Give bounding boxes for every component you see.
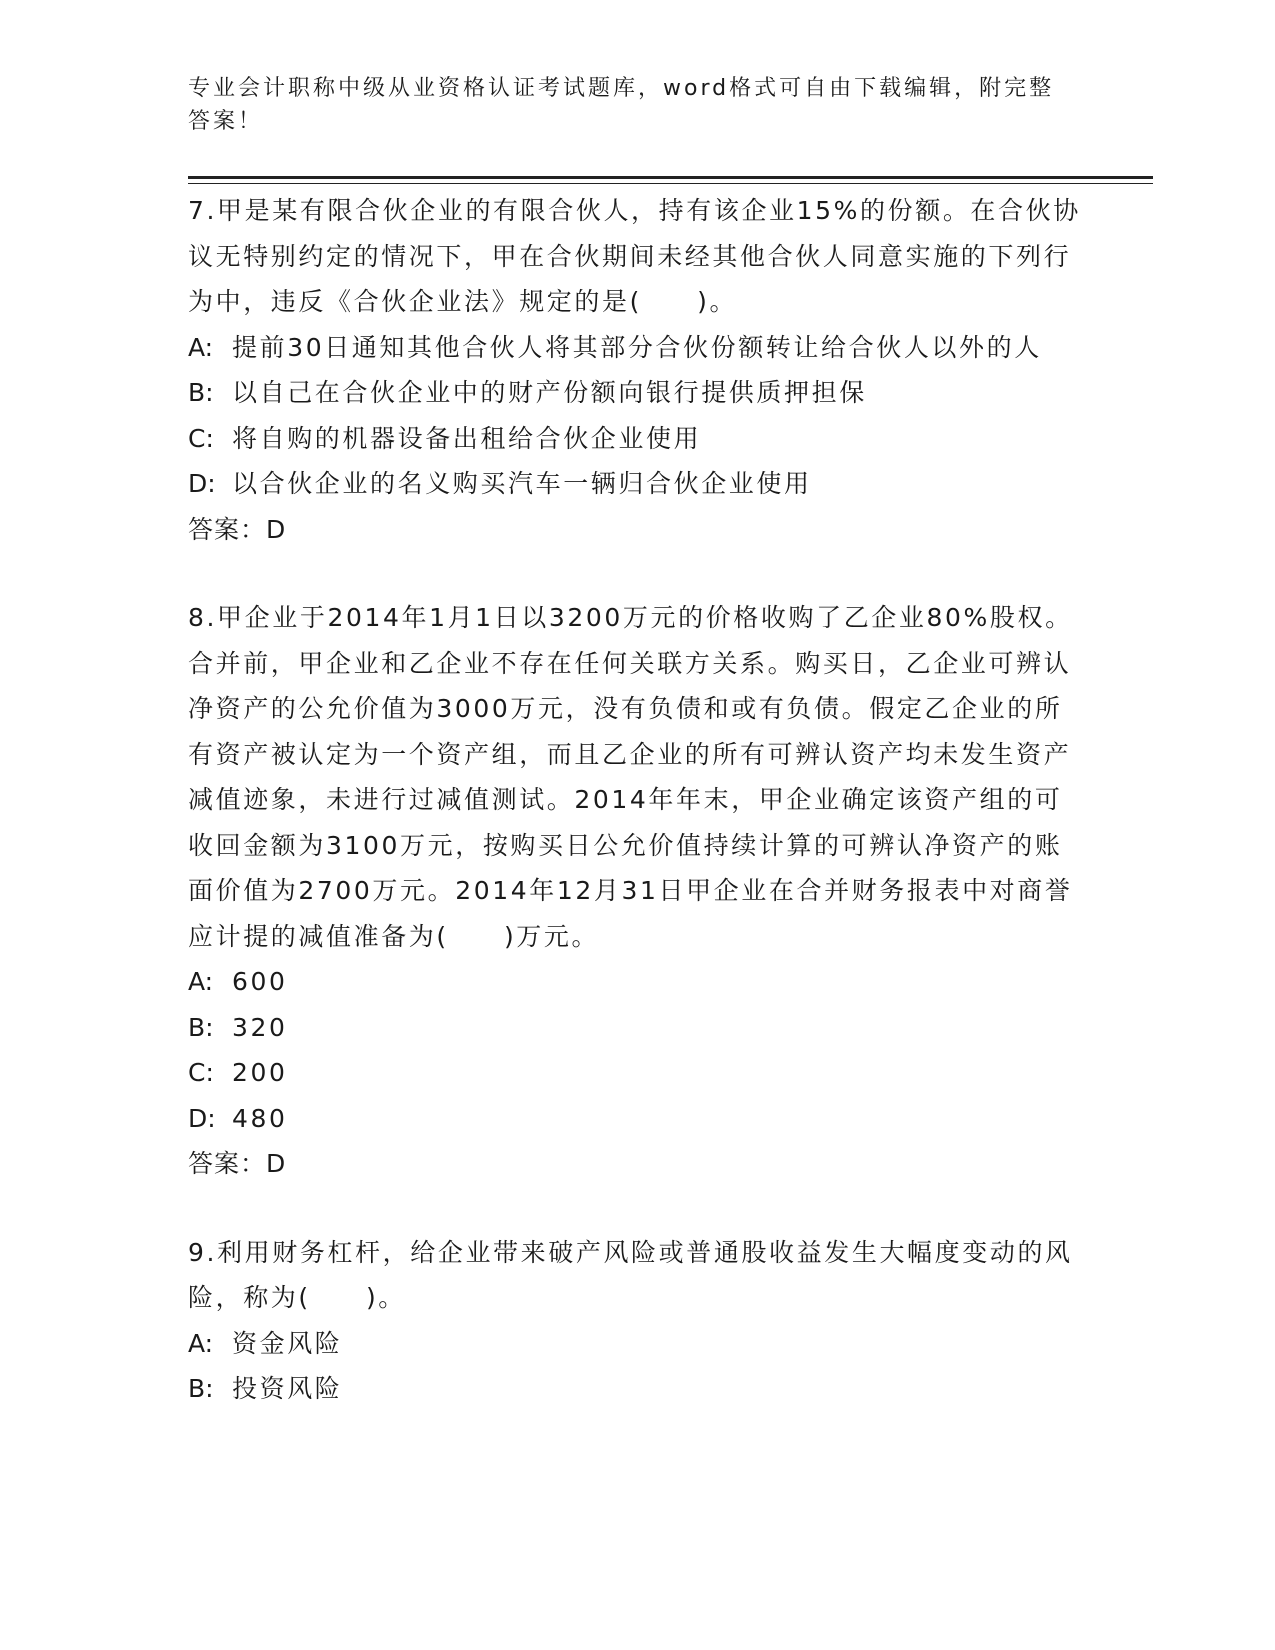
option-b — [188, 1005, 1088, 1051]
option-text: 提前30日通知其他合伙人将其部分合伙份额转让给合伙人以外的人 — [232, 332, 1042, 362]
header-divider-thin — [188, 183, 1153, 184]
option-key: B: — [188, 1012, 214, 1042]
option-text: 200 — [232, 1058, 288, 1087]
option-d — [188, 1096, 1088, 1142]
option-a — [188, 959, 1088, 1005]
option-text: 以自己在合伙企业中的财产份额向银行提供质押担保 — [232, 378, 867, 407]
question-spacer — [188, 1187, 1088, 1230]
question-8 — [188, 595, 1088, 1187]
option-text: 将自购的机器设备出租给合伙企业使用 — [232, 423, 702, 453]
question-7 — [188, 188, 1088, 552]
option-key: C: — [188, 1058, 214, 1087]
option-c — [188, 416, 1088, 462]
option-key: B: — [188, 1374, 214, 1403]
option-b — [188, 370, 1088, 416]
answer-line: 答案：D — [188, 1149, 287, 1178]
question-stem: 8.甲企业于2014年1月1日以3200万元的价格收购了乙企业80%股权。合并前，甲企业和乙企业不存在任何关联方关系。购买日，乙企业可辨认净资产的公允价值为3000万元，没有负债和或有负债。假定乙企业的所有资产被认定为一个资产组，而且乙企业的所有可辨认资产均未发生资产减值迹象，未进行过减值测试。2014年年末，甲企业确定该资产组的可收回金额为3100万元，按购买日公允价值持续计算的可辨认净资产的账面价值为2700万元。2014年12月31日甲企业在合并财务报表中对商誉应计提的减值准备为( )万元。 — [188, 603, 1073, 951]
option-key: C: — [188, 423, 214, 453]
answer-line: 答案：D — [188, 514, 287, 544]
header-divider-thick — [188, 176, 1153, 179]
question-9 — [188, 1230, 1088, 1412]
option-text: 资金风险 — [232, 1328, 343, 1358]
option-text: 320 — [232, 1012, 288, 1042]
option-text: 600 — [232, 967, 288, 996]
option-text: 480 — [232, 1103, 288, 1133]
question-stem: 7.甲是某有限合伙企业的有限合伙人，持有该企业15%的份额。在合伙协议无特别约定的情况下，甲在合伙期间未经其他合伙人同意实施的下列行为中，违反《合伙企业法》规定的是( )。 — [188, 196, 1081, 316]
page-header: 专业会计职称中级从业资格认证考试题库，word格式可自由下载编辑，附完整答案！ — [188, 76, 1055, 134]
option-key: D: — [188, 469, 216, 498]
option-key: A: — [188, 332, 214, 362]
option-text: 投资风险 — [232, 1374, 343, 1403]
option-key: B: — [188, 378, 214, 407]
option-key: A: — [188, 1328, 214, 1358]
option-c — [188, 1050, 1088, 1096]
option-text: 以合伙企业的名义购买汽车一辆归合伙企业使用 — [232, 469, 812, 498]
option-key: A: — [188, 967, 214, 996]
option-a — [188, 325, 1088, 371]
option-b — [188, 1366, 1088, 1412]
option-d — [188, 461, 1088, 507]
option-a — [188, 1321, 1088, 1367]
question-stem: 9.利用财务杠杆，给企业带来破产风险或普通股收益发生大幅度变动的风险，称为( )。 — [188, 1237, 1073, 1312]
question-list — [188, 188, 1088, 1412]
option-key: D: — [188, 1103, 216, 1133]
question-spacer — [188, 552, 1088, 595]
